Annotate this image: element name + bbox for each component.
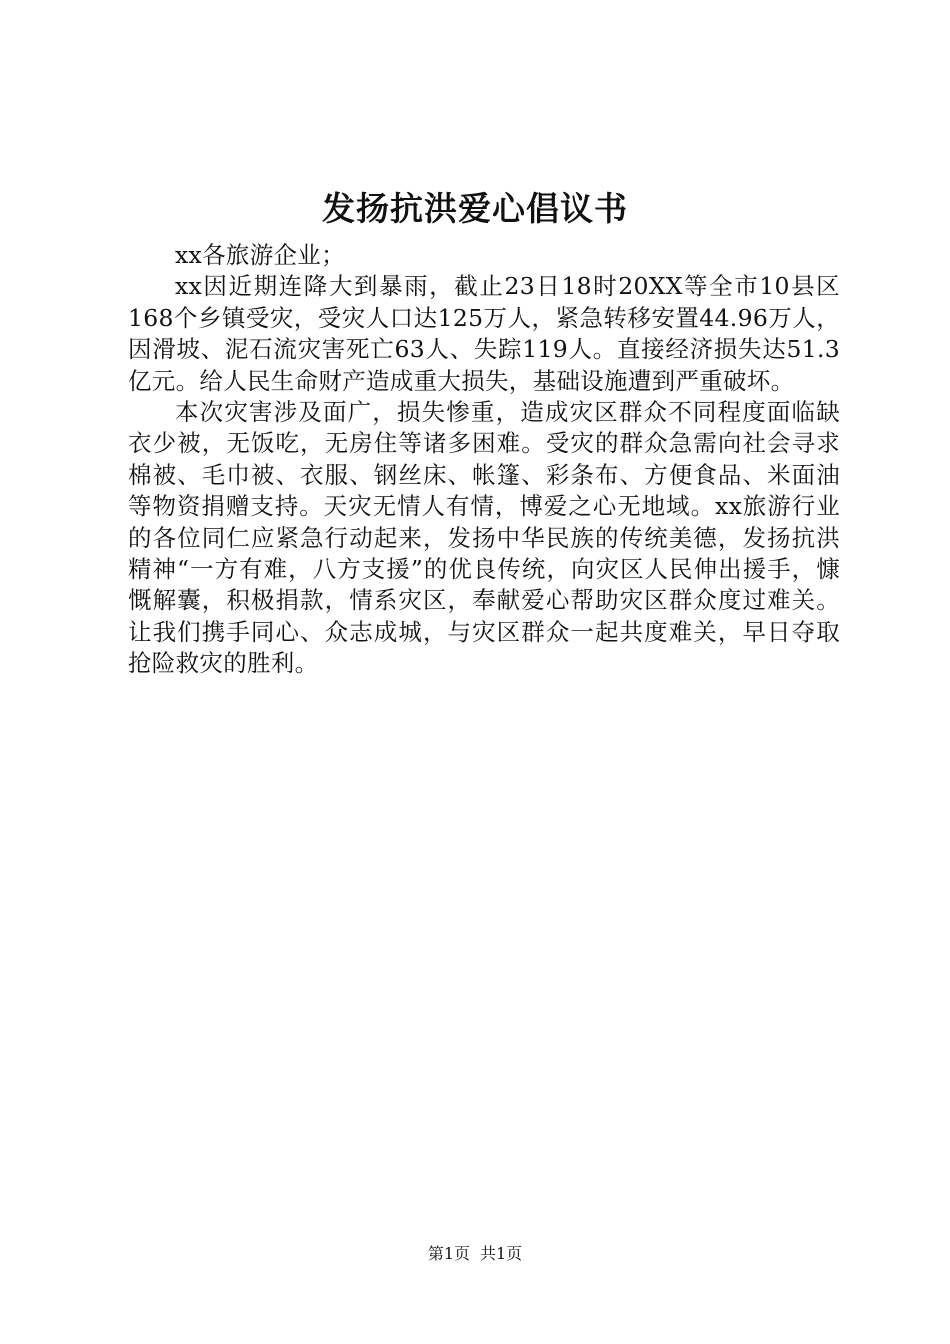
document-title: 发扬抗洪爱心倡议书 — [322, 189, 628, 228]
body-paragraph: xx因近期连降大到暴雨，截止23日18时20XX等全市10县区168个乡镇受灾，受灾人口达125万人，紧急转移安置44.96万人，因滑坡、泥石流灾害死亡63人、失踪119人。直接经济损失达51.3亿元。给人民生命财产造成重大损失，基础设施遭到严重破坏。 — [128, 272, 840, 395]
body-paragraph: 本次灾害涉及面广，损失惨重，造成灾区群众不同程度面临缺衣少被，无饭吃，无房住等诸多困难。受灾的群众急需向社会寻求棉被、毛巾被、衣服、钢丝床、帐篷、彩条布、方便食品、米面油等物资捐赠支持。天灾无情人有情，博爱之心无地域。xx旅游行业的各位同仁应紧急行动起来，发扬中华民族的传统美德，发扬抗洪精神“一方有难，八方支援”的优良传统，向灾区人民伸出援手，慷慨解囊，积极捐款，情系灾区，奉献爱心帮助灾区群众度过难关。让我们携手同心、众志成城，与灾区群众一起共度难关，早日夺取抢险救灾的胜利。 — [128, 398, 840, 678]
page-total: 共1页 — [480, 1244, 523, 1263]
page-footer — [0, 1243, 950, 1265]
page-number: 第1页 — [427, 1244, 470, 1263]
salutation: xx各旅游企业； — [175, 241, 345, 269]
document-body — [128, 240, 840, 680]
